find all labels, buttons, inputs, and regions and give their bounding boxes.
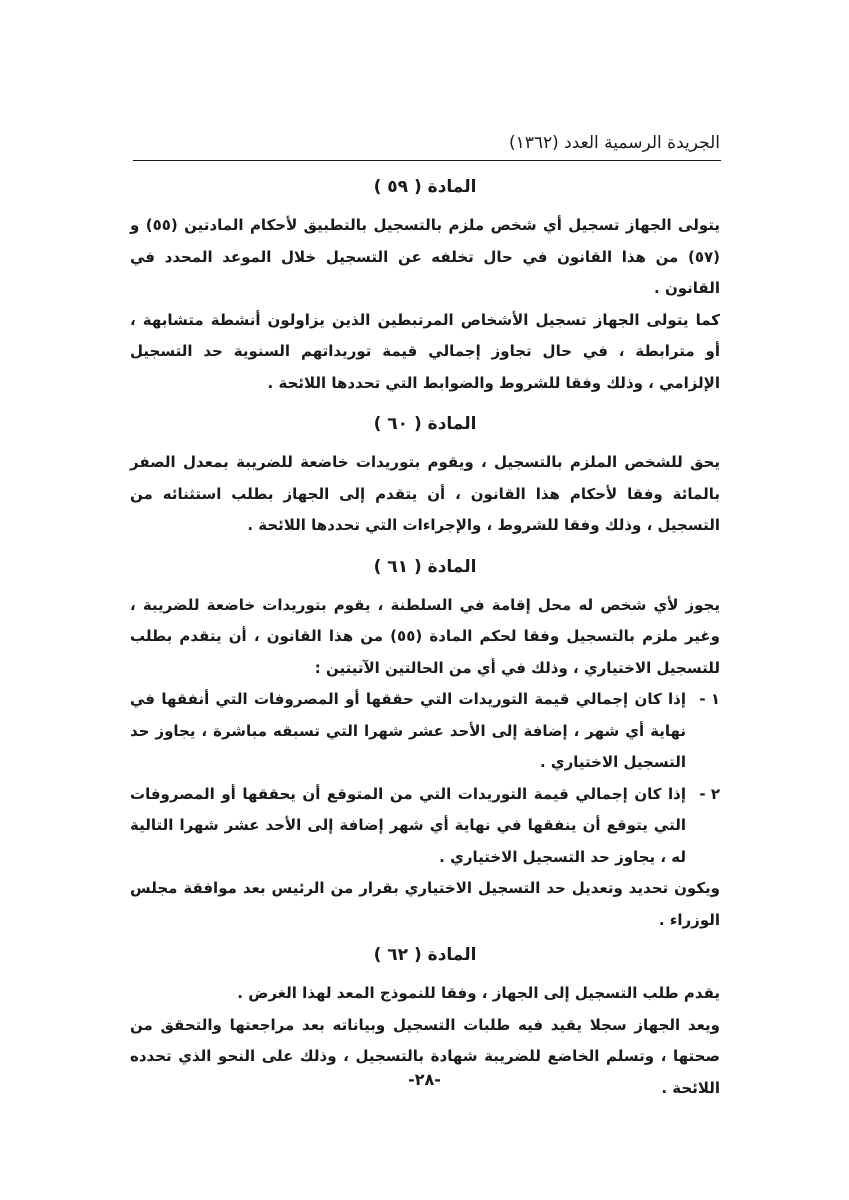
header-rule xyxy=(133,160,721,161)
article-title-60: المادة ( ٦٠ ) xyxy=(373,414,477,434)
article-61-item-1 xyxy=(130,684,720,779)
article-title-62: المادة ( ٦٢ ) xyxy=(373,945,477,965)
article-61-closing: ويكون تحديد وتعديل حد التسجيل الاختياري بقرار من الرئيس بعد موافقة مجلس الوزراء . xyxy=(130,879,720,929)
item-number: ٢ - xyxy=(699,784,720,803)
article-59-paragraph-2: كما يتولى الجهاز تسجيل الأشخاص المرتبطين الذين يزاولون أنشطة متشابهة ، أو مترابطة ، في حال تجاوز إجمالي قيمة توريداتهم السنوية حد التسجيل الإلزامي ، وذلك وفقا للشروط والضوابط التي تحددها اللائحة . xyxy=(130,310,720,392)
document-body xyxy=(130,168,720,1104)
page-number: -٢٨- xyxy=(408,1070,441,1089)
article-title-59: المادة ( ٥٩ ) xyxy=(373,177,477,197)
article-59-paragraph-1: يتولى الجهاز تسجيل أي شخص ملزم بالتسجيل بالتطبيق لأحكام المادتين (٥٥) و (٥٧) من هذا القانون في حال تخلفه عن التسجيل خلال الموعد المحدد في القانون . xyxy=(130,216,720,297)
article-62-paragraph-2: ويعد الجهاز سجلا يقيد فيه طلبات التسجيل وبياناته بعد مراجعتها والتحقق من صحتها ، وتسلم الخاضع للضريبة شهادة بالتسجيل ، وذلك على النحو الذي تحدده اللائحة . xyxy=(130,1015,720,1097)
item-text: إذا كان إجمالي قيمة التوريدات التي حققها أو المصروفات التي أنفقها في نهاية أي شهر ، إضافة إلى الأحد عشر شهرا التي تسبقه مباشرة ، يجاوز حد التسجيل الاختياري . xyxy=(130,690,686,771)
article-60-paragraph-1: يحق للشخص الملزم بالتسجيل ، ويقوم بتوريدات خاضعة للضريبة بمعدل الصفر بالمائة وفقا لأحكام هذا القانون ، أن يتقدم إلى الجهاز بطلب استثنائه من التسجيل ، وذلك وفقا للشروط ، والإجراءات التي تحددها اللائحة . xyxy=(130,453,720,534)
item-number: ١ - xyxy=(699,690,720,708)
article-61-intro: يجوز لأي شخص له محل إقامة في السلطنة ، يقوم بتوريدات خاضعة للضريبة ، وغير ملزم بالتسجيل وفقا لحكم المادة (٥٥) من هذا القانون ، أن يتقدم بطلب للتسجيل الاختياري ، وذلك في أي من الحالتين الآتيتين : xyxy=(130,595,720,677)
article-62-paragraph-1: يقدم طلب التسجيل إلى الجهاز ، وفقا للنموذج المعد لهذا الغرض . xyxy=(237,984,720,1002)
article-title-61: المادة ( ٦١ ) xyxy=(373,556,477,577)
article-61-item-2 xyxy=(130,779,720,874)
running-header: الجريدة الرسمية العدد (١٣٦٢) xyxy=(508,133,720,153)
item-text: إذا كان إجمالي قيمة التوريدات التي من المتوقع أن يحققها أو المصروفات التي يتوقع أن ينفقها في نهاية أي شهر إضافة إلى الأحد عشر شهرا التالية له ، يجاوز حد التسجيل الاختياري . xyxy=(130,784,686,866)
